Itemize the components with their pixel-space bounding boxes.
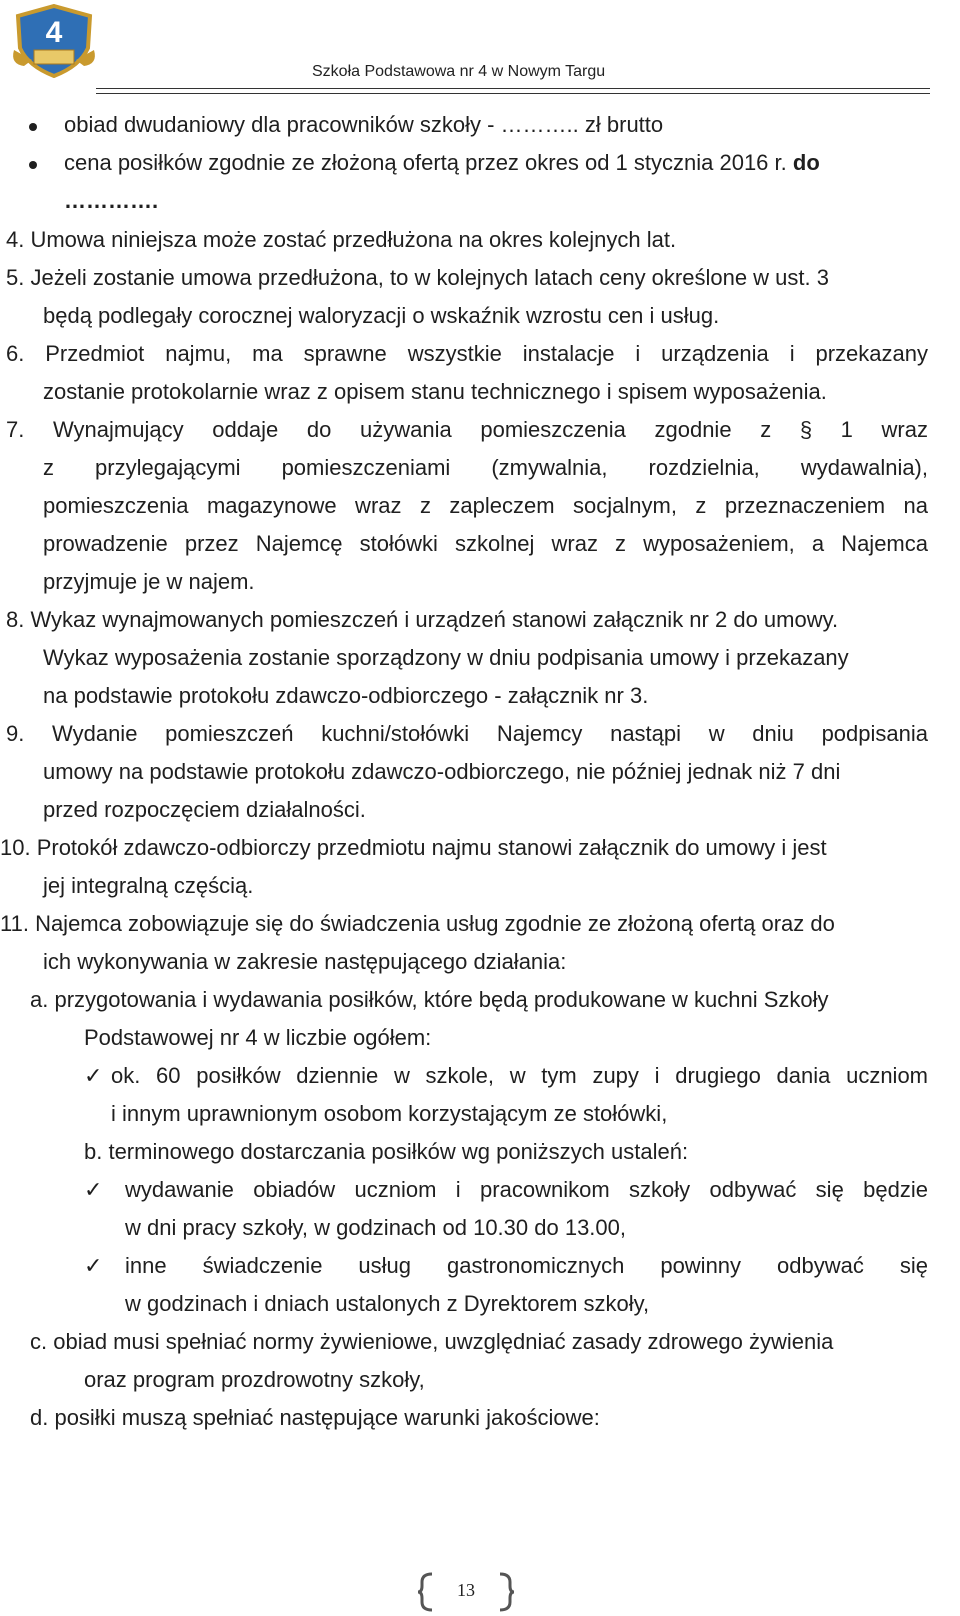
paragraph-line: pomieszczenia magazynowe wraz z zapleczem socjalnym, z przeznaczeniem na: [43, 493, 928, 518]
checklist-line: w godzinach i dniach ustalonych z Dyrektorem szkoły,: [125, 1291, 650, 1316]
bullet-icon: [29, 161, 37, 169]
paragraph-line: 5. Jeżeli zostanie umowa przedłużona, to w kolejnych latach ceny określone w ust. 3: [6, 265, 829, 290]
checkmark-icon: ✓: [84, 1253, 103, 1278]
paragraph-line: ich wykonywania w zakresie następującego działania:: [43, 949, 567, 974]
bullet-icon: [29, 123, 37, 131]
paragraph-line: będą podlegały corocznej waloryzacji o wskaźnik wzrostu cen i usług.: [43, 303, 720, 328]
header-rule: [96, 88, 930, 89]
paragraph-line: 7. Wynajmujący oddaje do używania pomieszczenia zgodnie z § 1 wraz: [6, 417, 928, 442]
checkmark-icon: ✓: [84, 1177, 103, 1202]
subitem-line: d. posiłki muszą spełniać następujące warunki jakościowe:: [30, 1405, 600, 1430]
bullet-item: cena posiłków zgodnie ze złożoną ofertą przez okres od 1 stycznia 2016 r. do: [64, 150, 820, 175]
school-logo: [8, 4, 100, 78]
paragraph-line: 11. Najemca zobowiązuje się do świadczenia usług zgodnie ze złożoną ofertą oraz do: [0, 911, 835, 936]
checklist-line: w dni pracy szkoły, w godzinach od 10.30 do 13.00,: [125, 1215, 627, 1240]
paragraph-line: przed rozpoczęciem działalności.: [43, 797, 366, 822]
header-school-name: Szkoła Podstawowa nr 4 w Nowym Targu: [312, 63, 606, 80]
header-rule: [96, 93, 930, 94]
checklist-line: inne świadczenie usług gastronomicznych powinny odbywać się: [125, 1253, 928, 1278]
bullet-item-continuation: ………….: [64, 188, 159, 213]
page-number-box: [418, 1572, 514, 1612]
subitem-line: b. terminowego dostarczania posiłków wg poniższych ustaleń:: [84, 1139, 689, 1164]
paragraph-line: umowy na podstawie protokołu zdawczo-odbiorczego, nie później jednak niż 7 dni: [43, 759, 841, 784]
paragraph-line: 8. Wykaz wynajmowanych pomieszczeń i urządzeń stanowi załącznik nr 2 do umowy.: [6, 607, 839, 632]
paragraph-line: 10. Protokół zdawczo-odbiorczy przedmiotu najmu stanowi załącznik do umowy i jest: [0, 835, 827, 860]
paragraph-line: prowadzenie przez Najemcę stołówki szkolnej wraz z wyposażeniem, a Najemca: [43, 531, 928, 556]
page-number: 13: [457, 1580, 475, 1600]
checkmark-icon: ✓: [84, 1063, 103, 1088]
subitem-line: oraz program prozdrowotny szkoły,: [84, 1367, 425, 1392]
paragraph-line: z przylegającymi pomieszczeniami (zmywalnia, rozdzielnia, wydawalnia),: [43, 455, 928, 480]
checklist-line: wydawanie obiadów uczniom i pracownikom szkoły odbywać się będzie: [125, 1177, 928, 1202]
paragraph-line: jej integralną częścią.: [43, 873, 254, 898]
checklist-line: ok. 60 posiłków dziennie w szkole, w tym zupy i drugiego dania uczniom: [111, 1063, 928, 1088]
logo-number: 4: [45, 16, 63, 49]
bullet-item: obiad dwudaniowy dla pracowników szkoły - ……….. zł brutto: [64, 112, 664, 137]
subitem-line: c. obiad musi spełniać normy żywieniowe, uwzględniać zasady zdrowego żywienia: [30, 1329, 834, 1354]
paragraph-line: zostanie protokolarnie wraz z opisem stanu technicznego i spisem wyposażenia.: [43, 379, 827, 404]
paragraph-line: 4. Umowa niniejsza może zostać przedłużona na okres kolejnych lat.: [6, 227, 677, 252]
checklist-line: i innym uprawnionym osobom korzystającym ze stołówki,: [111, 1101, 668, 1126]
paragraph-line: na podstawie protokołu zdawczo-odbiorczego - załącznik nr 3.: [43, 683, 649, 708]
paragraph-line: Wykaz wyposażenia zostanie sporządzony w dniu podpisania umowy i przekazany: [43, 645, 849, 670]
paragraph-line: 9. Wydanie pomieszczeń kuchni/stołówki Najemcy nastąpi w dniu podpisania: [6, 721, 928, 746]
subitem-line: Podstawowej nr 4 w liczbie ogółem:: [84, 1025, 432, 1050]
paragraph-line: 6. Przedmiot najmu, ma sprawne wszystkie instalacje i urządzenia i przekazany: [6, 341, 928, 366]
subitem-line: a. przygotowania i wydawania posiłków, które będą produkowane w kuchni Szkoły: [30, 987, 829, 1012]
paragraph-line: przyjmuje je w najem.: [43, 569, 255, 594]
